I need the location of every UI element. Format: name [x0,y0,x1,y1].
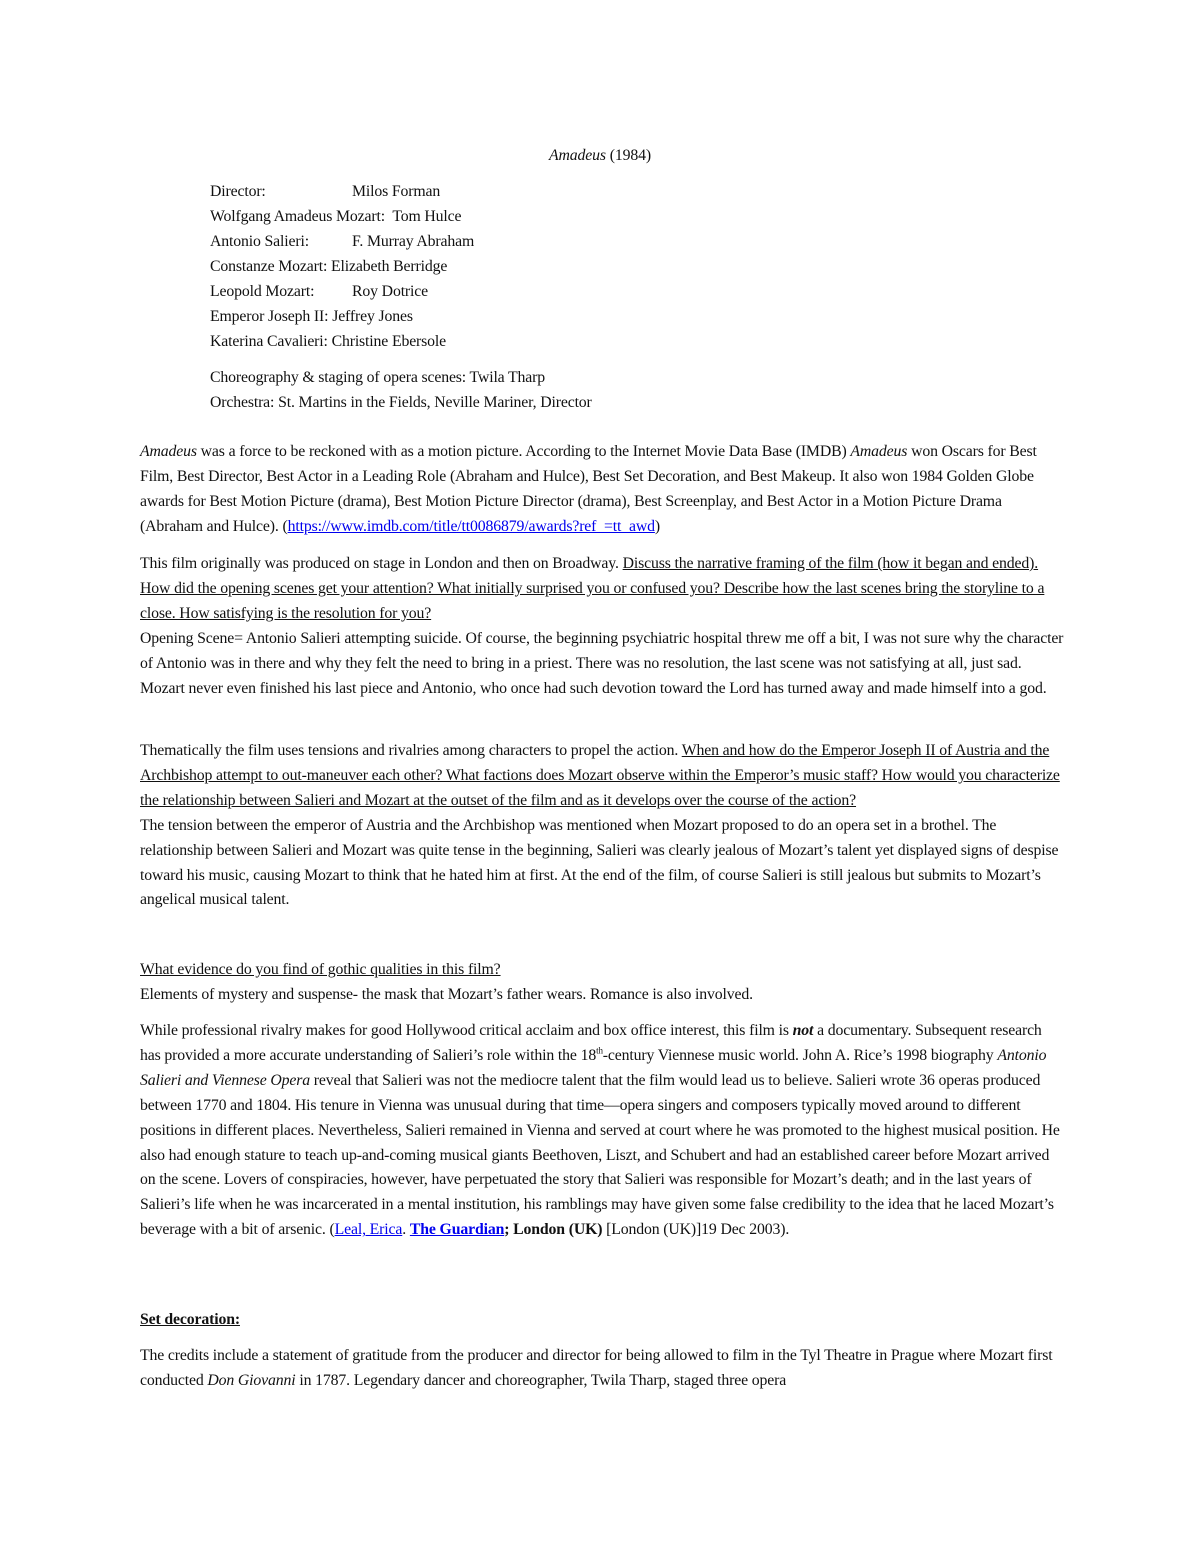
paragraph-tensions: Thematically the film uses tensions and rivalries among characters to propel the action. When and how do the Emperor Joseph II of Austria and the Archbishop attempt to out-maneuver each other? What factions does Mozart observe within the Emperor’s music staff? How would you characterize the relationship between Salieri and Mozart at the outset of the film and as it develops over the course of the action? The tension between the emperor of Austria and the Archbishop was mentioned when Mozart proposed to do an opera set in a brothel. The relationship between Salieri and Mozart was quite tense in the beginning, Salieri was clearly jealous of Mozart’s talent yet displayed signs of despise toward his music, causing Mozart to think that he hated him at first. At the end of the film, of course Salieri is still jealous but submits to Mozart’s angelical musical talent. [140,742,1060,909]
paragraph-narrative-framing: This film originally was produced on stage in London and then on Broadway. Discuss the narrative framing of the film (how it began and ended). How did the opening scenes get your attention? What initially surprised you or confused you? Describe how the last scenes bring the storyline to a close. How satisfying is the resolution for you? Opening Scene= Antonio Salieri attempting suicide. Of course, the beginning psychiatric hospital threw me off a bit, I was not sure why the character of Antonio was in there and why they felt the need to bring in a priest. There was no resolution, the last scene was not satisfying at all, just sad. Mozart never even finished his last piece and Antonio, who once had such devotion toward the Lord has turned away and made himself into a god. [140,555,1064,697]
question-tensions: When and how do the Emperor Joseph II of Austria and the Archbishop attempt to out-maneuver each other? What factions does Mozart observe within the Emperor’s music staff? How would you characterize the relationship between Salieri and Mozart at the outset of the film and as it develops over the course of the action? [140,742,1060,809]
paragraph-set-decoration: The credits include a statement of gratitude from the producer and director for being allowed to film in the Tyl Theatre in Prague where Mozart first conducted Don Giovanni in 1787. Legendary dancer and choreographer, Twila Tharp, staged three opera [140,1347,1053,1389]
credit-choreography: Choreography & staging of opera scenes: Twila Tharp [210,369,546,386]
author-link[interactable]: Leal, Erica [334,1221,403,1239]
guardian-link[interactable]: The Guardian [409,1221,505,1239]
credit-row: Leopold Mozart: Roy Dotrice [210,283,429,300]
answer-narrative-framing: Opening Scene= Antonio Salieri attempting suicide. Of course, the beginning psychiatric hospital threw me off a bit, I was not sure why the character of Antonio was in there and why they felt the need to bring in a priest. There was no resolution, the last scene was not satisfying at all, just sad. Mozart never even finished his last piece and Antonio, who once had such devotion toward the Lord has turned away and made himself into a god. [140,629,1064,697]
credit-orchestra: Orchestra: St. Martins in the Fields, Neville Mariner, Director [210,394,592,411]
credit-row: Emperor Joseph II: Jeffrey Jones [210,308,413,325]
credit-row: Director: Milos Forman [210,183,441,200]
spacer [210,354,1110,365]
answer-tensions: The tension between the emperor of Austria and the Archbishop was mentioned when Mozart proposed to do an opera set in a brothel. The relationship between Salieri and Mozart was quite tense in the beginning, Salieri was clearly jealous of Mozart’s talent yet displayed signs of despise toward his music, causing Mozart to think that he hated him at first. At the end of the film, of course Salieri is still jealous but submits to Mozart’s angelical musical talent. [140,816,1059,909]
credits-list [210,179,1110,415]
imdb-awards-link[interactable]: https://www.imdb.com/title/tt0086879/awards?ref_=tt_awd [287,517,655,535]
credit-row: Katerina Cavalieri: Christine Ebersole [210,333,447,350]
paragraph-rivalry: While professional rivalry makes for good Hollywood critical acclaim and box office interest, this film is not a documentary. Subsequent research has provided a more accurate understanding of Salieri’s role within the 18th-century Viennese music world. John A. Rice’s 1998 biography Antonio Salieri and Viennese Opera reveal that Salieri was not the mediocre talent that the film would lead us to believe. Salieri wrote 36 operas produced between 1770 and 1804. His tenure in Vienna was unusual during that time—opera singers and composers typically moved around to different positions in different places. Nevertheless, Salieri remained in Vienna and served at court where he was promoted to the highest musical position. He also had enough stature to teach up-and-coming musical giants Beethoven, Liszt, and Schubert and had an established career before Mozart arrived on the scene. Lovers of conspiracies, however, have perpetuated the story that Salieri was responsible for Mozart’s death; and in the last years of Salieri’s life when he was incarcerated in a mental institution, his ramblings may have given some false credibility to the idea that he laced Mozart’s beverage with a bit of arsenic. (Leal, Erica. The Guardian; London (UK) [London (UK)]19 Dec 2003). [140,1022,1060,1239]
paragraph-gothic [140,958,1065,1008]
question-narrative-framing: Discuss the narrative framing of the film (how it began and ended). How did the opening scenes get your attention? What initially surprised you or confused you? Describe how the last scenes bring the storyline to a close. How satisfying is the resolution for you? [140,555,1045,622]
section-heading-set-decoration: Set decoration: [140,1311,240,1328]
page-title: Amadeus (1984) [549,147,651,164]
answer-gothic: Elements of mystery and suspense- the mask that Mozart’s father wears. Romance is also involved. [140,985,753,1003]
credit-row: Antonio Salieri: F. Murray Abraham [210,233,475,250]
credit-row: Constanze Mozart: Elizabeth Berridge [210,258,448,275]
credit-row: Wolfgang Amadeus Mozart: Tom Hulce [210,208,462,225]
paragraph-awards: Amadeus was a force to be reckoned with as a motion picture. According to the Internet Movie Data Base (IMDB) Amadeus won Oscars for Best Film, Best Director, Best Actor in a Leading Role (Abraham and Hulce), Best Set Decoration, and Best Makeup. It also won 1984 Golden Globe awards for Best Motion Picture (drama), Best Motion Picture Director (drama), Best Screenplay, and Best Actor in a Motion Picture Drama (Abraham and Hulce). (https://www.imdb.com/title/tt0086879/awards?ref_=tt_awd) [140,443,1037,535]
question-gothic: What evidence do you find of gothic qualities in this film? [140,961,501,978]
